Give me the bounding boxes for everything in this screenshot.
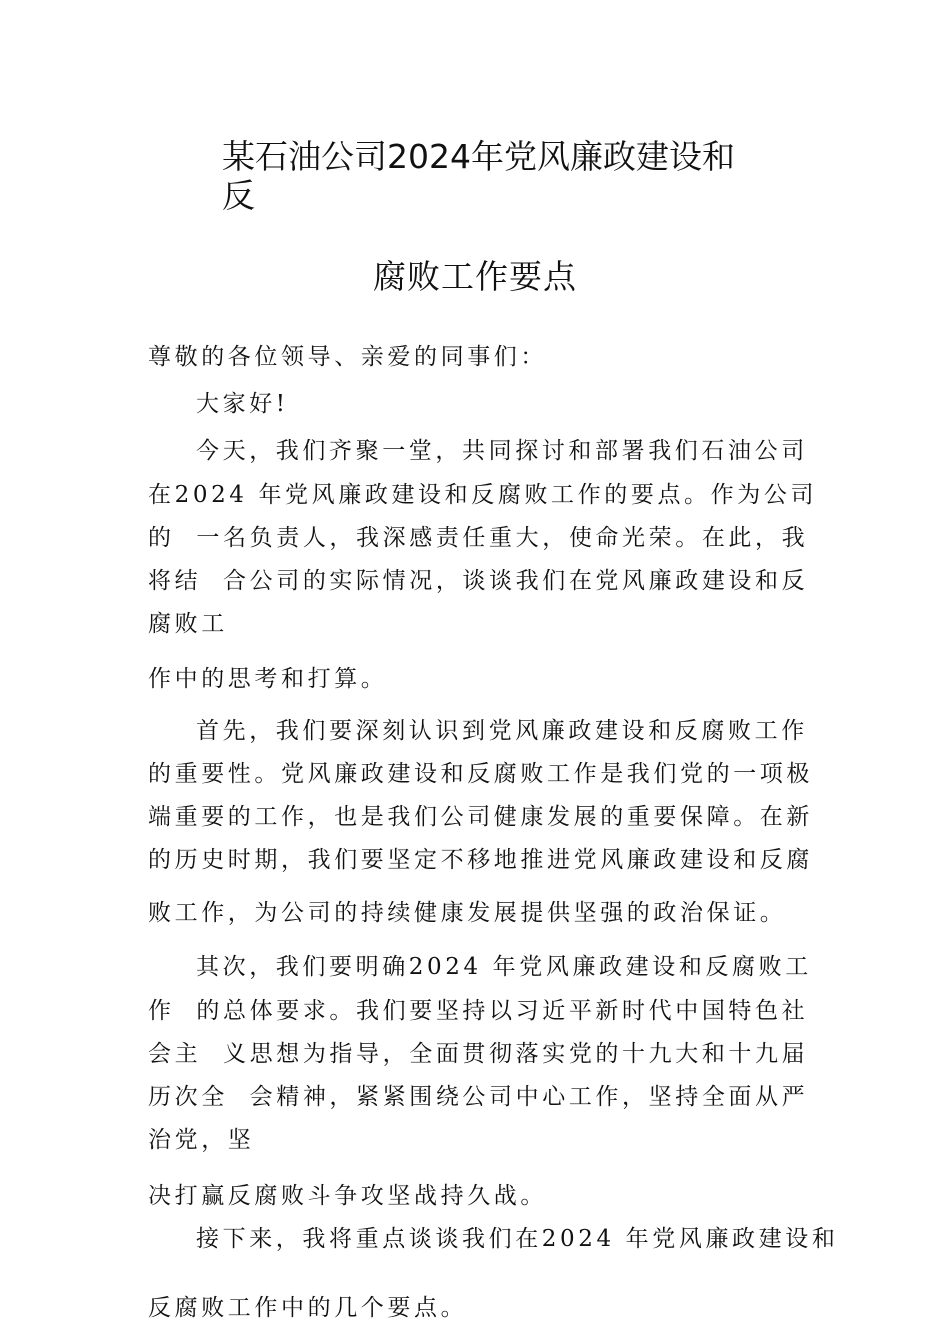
paragraph-line: 今天，我们齐聚一堂，共同探讨和部署我们石油公司 — [196, 438, 808, 464]
document-subtitle: 腐败工作要点 — [373, 257, 577, 296]
paragraph-line: 治党，坚 — [148, 1127, 255, 1153]
paragraph-line: 的 一名负责人，我深感责任重大，使命光荣。在此，我 — [148, 525, 809, 551]
paragraph-line: 腐败工 — [148, 611, 228, 637]
paragraph-line: 的重要性。党风廉政建设和反腐败工作是我们党的一项极 — [148, 761, 813, 787]
paragraph-line: 败工作，为公司的持续健康发展提供坚强的政治保证。 — [148, 900, 787, 926]
paragraph-line: 的历史时期，我们要坚定不移地推进党风廉政建设和反腐 — [148, 847, 813, 873]
paragraph-line: 作 的总体要求。我们要坚持以习近平新时代中国特色社 — [148, 998, 809, 1024]
document-title: 某石油公司2024年党风廉政建设和 — [222, 137, 735, 176]
paragraph-line: 会主 义思想为指导，全面贯彻落实党的十九大和十九届 — [148, 1041, 809, 1067]
paragraph-line: 作中的思考和打算。 — [148, 666, 388, 692]
paragraph-line: 反腐败工作中的几个要点。 — [148, 1295, 468, 1321]
paragraph-line: 首先，我们要深刻认识到党风廉政建设和反腐败工作 — [196, 718, 808, 744]
greeting: 大家好! — [196, 391, 289, 417]
paragraph-line: 其次，我们要明确2024 年党风廉政建设和反腐败工 — [196, 954, 812, 980]
paragraph-line: 历次全 会精神，紧紧围绕公司中心工作，坚持全面从严 — [148, 1084, 809, 1110]
salutation: 尊敬的各位领导、亲爱的同事们： — [148, 344, 547, 370]
paragraph-line: 端重要的工作，也是我们公司健康发展的重要保障。在新 — [148, 804, 813, 830]
paragraph-line: 将结 合公司的实际情况，谈谈我们在党风廉政建设和反 — [148, 568, 809, 594]
paragraph-line: 决打赢反腐败斗争攻坚战持久战。 — [148, 1183, 547, 1209]
paragraph-line: 在2024 年党风廉政建设和反腐败工作的要点。作为公司 — [148, 482, 818, 508]
paragraph-line: 接下来，我将重点谈谈我们在2024 年党风廉政建设和 — [196, 1226, 839, 1252]
document-title-continued: 反 — [222, 176, 255, 215]
